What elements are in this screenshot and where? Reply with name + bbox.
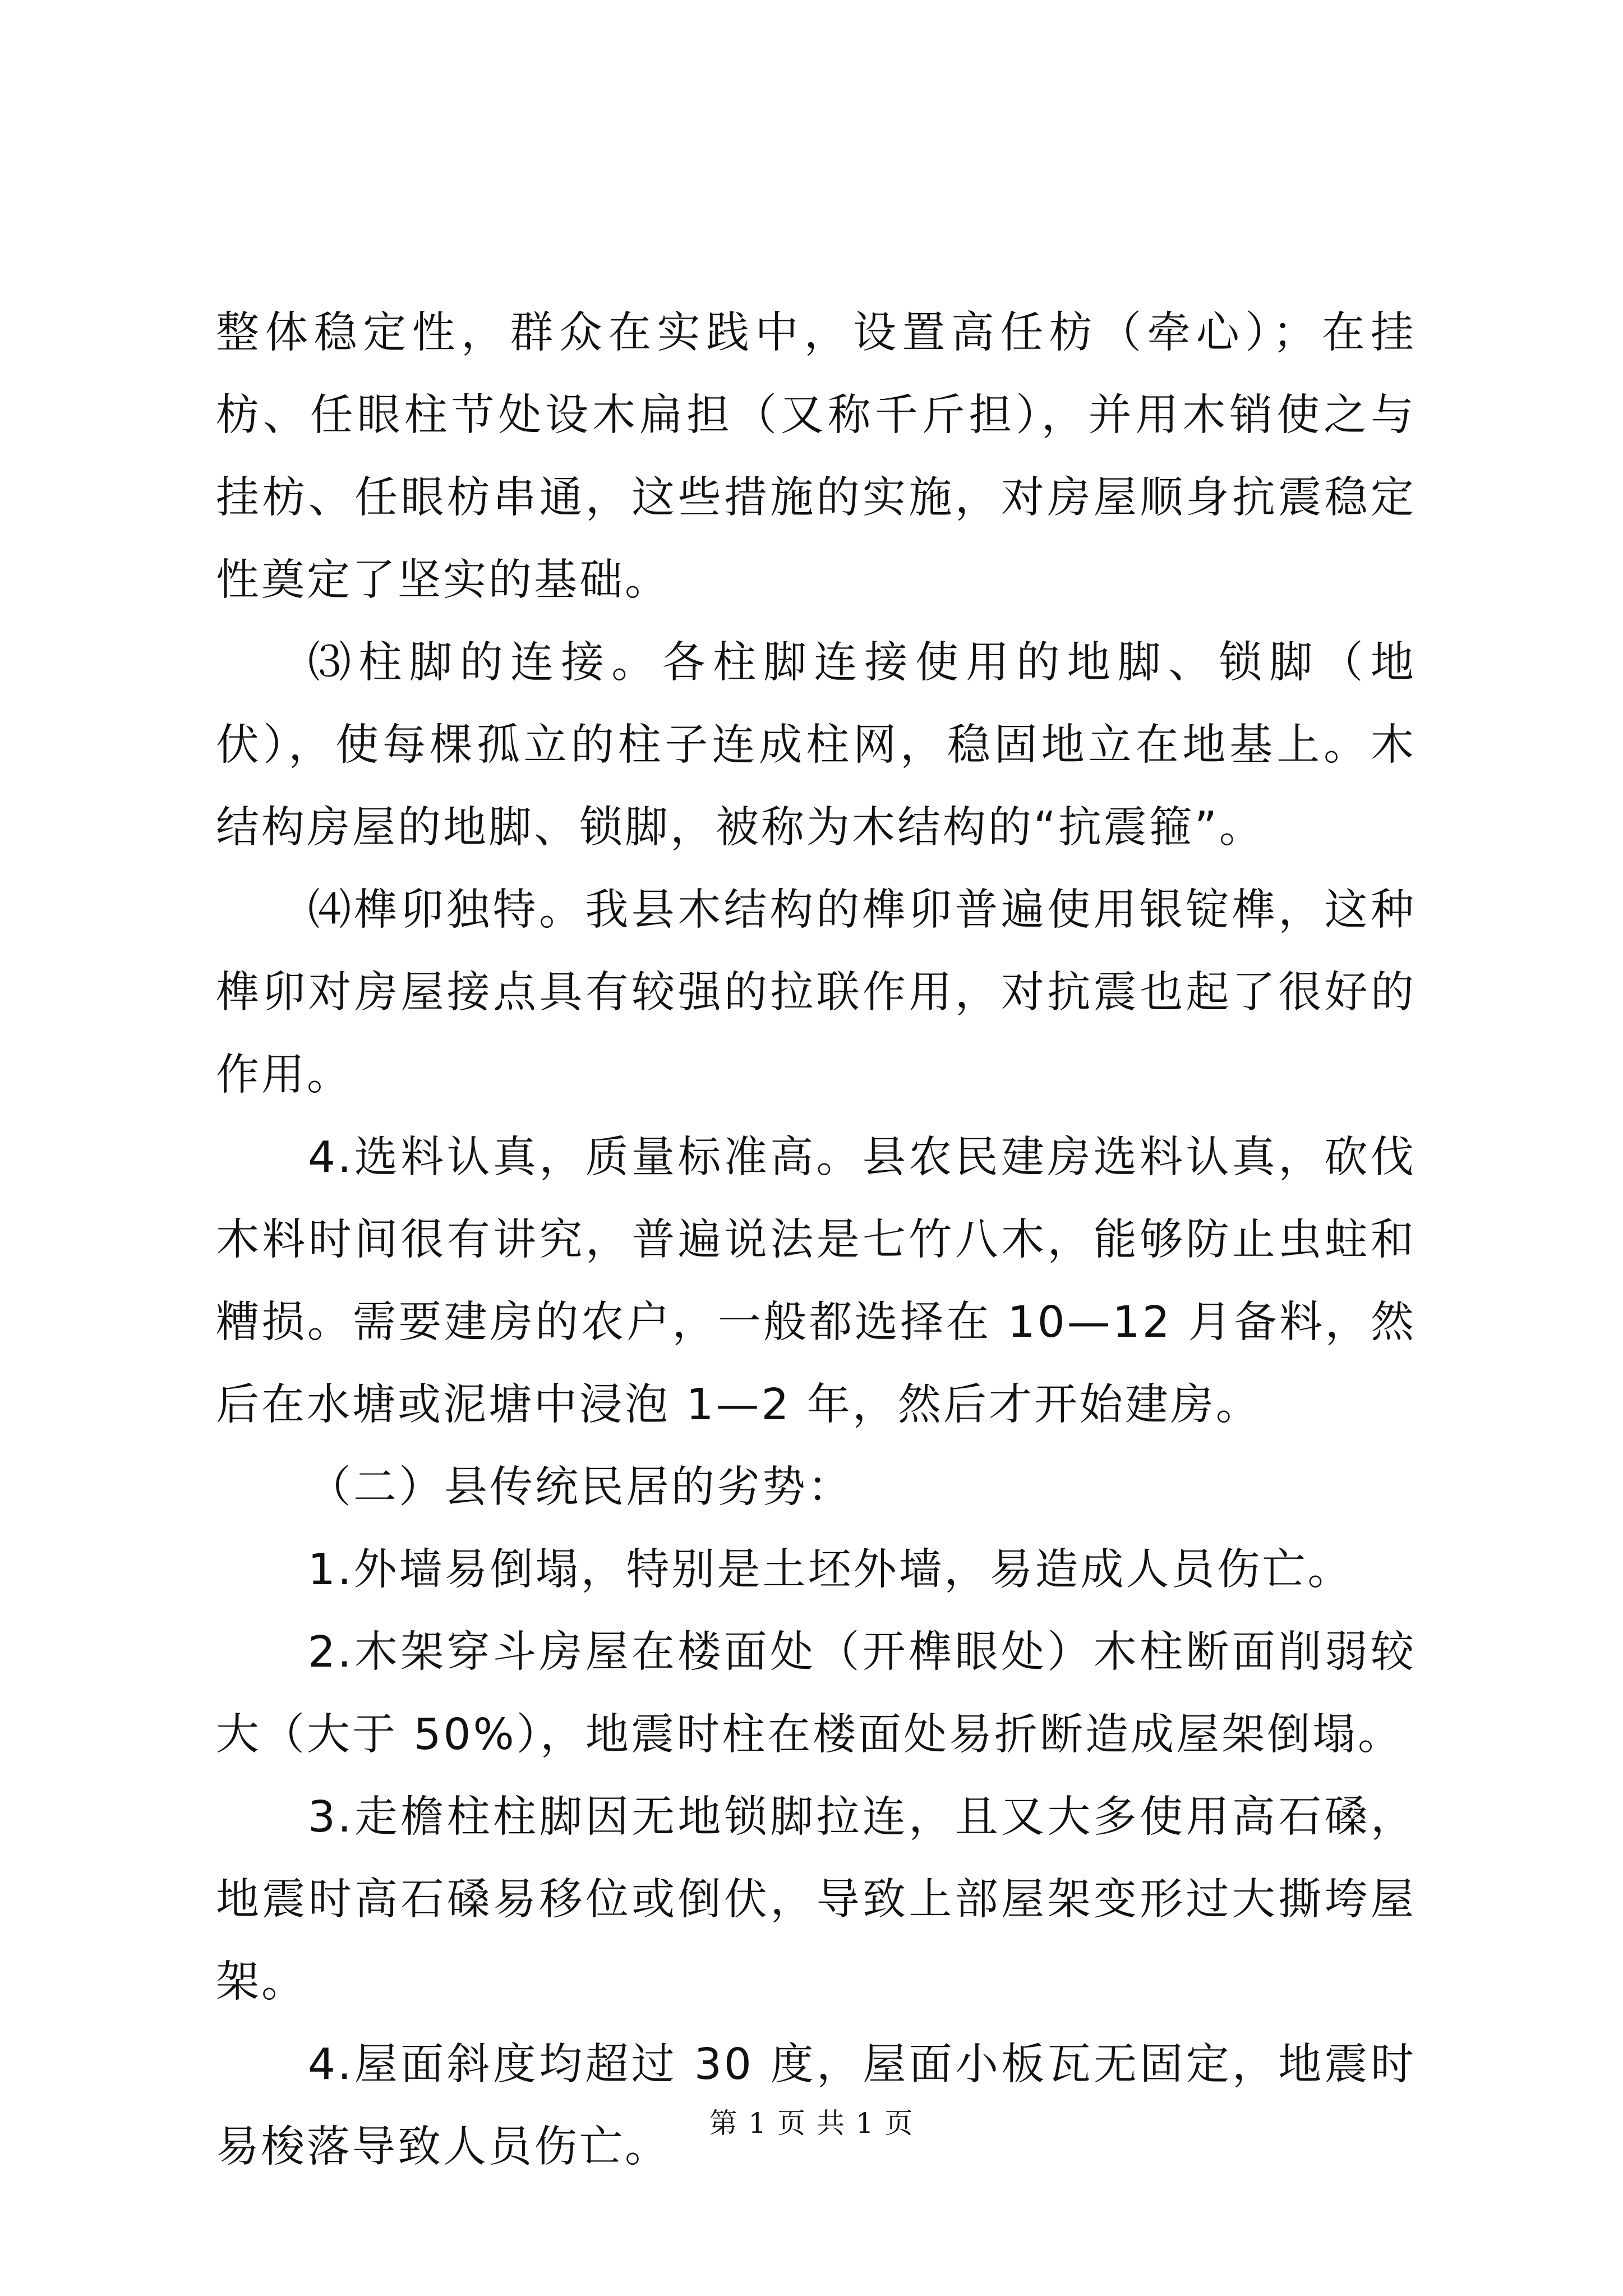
paragraph-material-selection: 4.选料认真，质量标准高。县农民建房选料认真，砍伐木料时间很有讲究，普遍说法是七竹八木，能够防止虫蛀和糟损。需要建房的农户，一般都选择在 10—12 月备料，然后在水塘或泥塘中浸泡 1—2 年，然后才开始建房。 bbox=[216, 1133, 1416, 1430]
paragraph-disadvantage-4: 4.屋面斜度均超过 30 度，屋面小板瓦无固定，地震时易梭落导致人员伤亡。 bbox=[216, 2040, 1416, 2172]
paragraph-disadvantage-1: 1.外墙易倒塌，特别是土坯外墙，易造成人员伤亡。 bbox=[308, 1545, 1353, 1595]
document-body bbox=[216, 292, 1416, 2188]
paragraph-disadvantage-2: 2.木架穿斗房屋在楼面处（开榫眼处）木柱断面削弱较大（大于 50%），地震时柱在楼面处易折断造成屋架倒塌。 bbox=[216, 1627, 1416, 1760]
paragraph-mortise-tenon: ⑷榫卯独特。我县木结构的榫卯普遍使用银锭榫，这种榫卯对房屋接点具有较强的拉联作用，对抗震也起了很好的作用。 bbox=[216, 885, 1416, 1100]
page-number-footer: 第 1 页 共 1 页 bbox=[709, 2107, 914, 2139]
paragraph-continuation: 整体稳定性，群众在实践中，设置高任枋（牵心）；在挂枋、任眼柱节处设木扁担（又称千斤担），并用木销使之与挂枋、任眼枋串通，这些措施的实施，对房屋顺身抗震稳定性奠定了坚实的基础。 bbox=[216, 308, 1416, 605]
section-heading-disadvantages: （二）县传统民居的劣势： bbox=[308, 1462, 853, 1512]
paragraph-column-foot-connection: ⑶柱脚的连接。各柱脚连接使用的地脚、锁脚（地伏），使每棵孤立的柱子连成柱网，稳固地立在地基上。木结构房屋的地脚、锁脚，被称为木结构的“抗震箍”。 bbox=[216, 638, 1416, 853]
paragraph-disadvantage-3: 3.走檐柱柱脚因无地锁脚拉连，且又大多使用高石磉，地震时高石磉易移位或倒伏，导致上部屋架变形过大撕垮屋架。 bbox=[216, 1792, 1416, 2007]
